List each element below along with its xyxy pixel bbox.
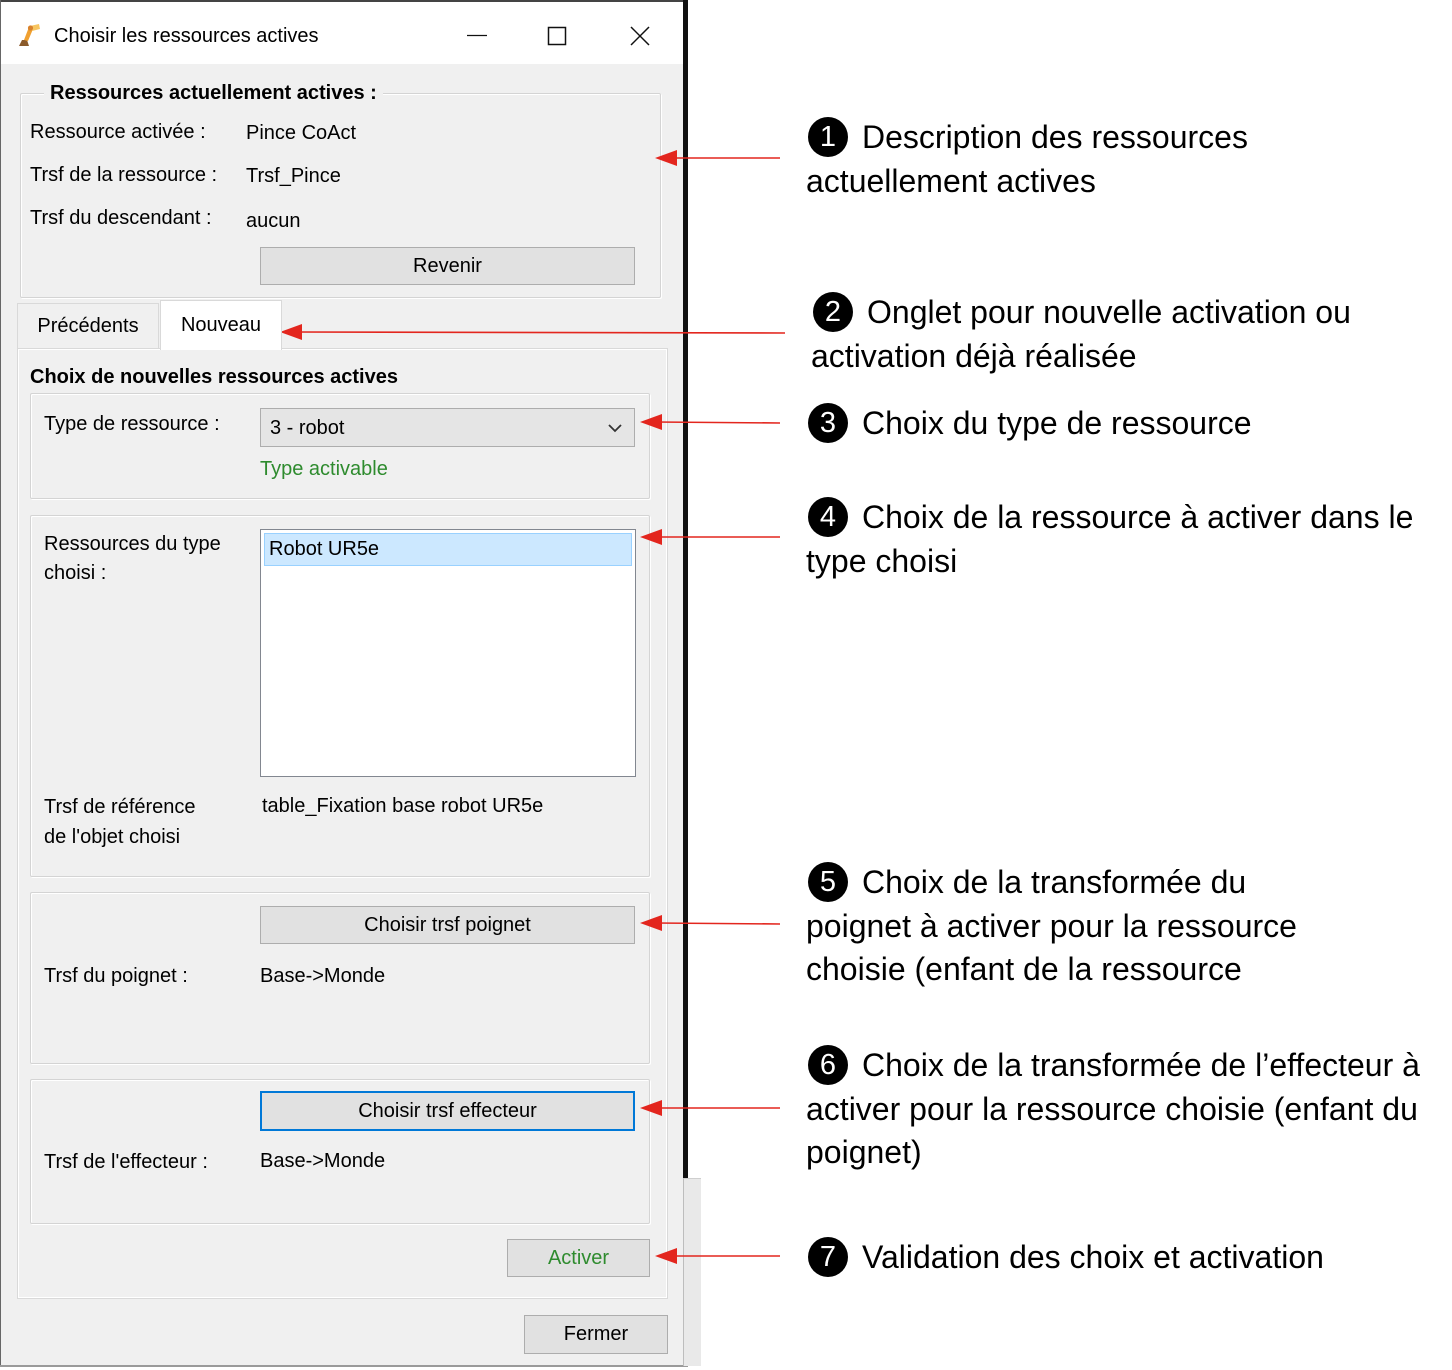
annotation-text: choisie (enfant de la ressource <box>806 951 1242 987</box>
resource-trsf-value: Trsf_Pince <box>246 165 341 187</box>
choose-effector-trsf-button[interactable]: Choisir trsf effecteur <box>260 1091 635 1131</box>
reference-trsf-value: table_Fixation base robot UR5e <box>262 795 544 817</box>
reference-trsf-label-line: de l'objet choisi <box>44 826 181 848</box>
tab-panel-nouveau <box>17 348 668 1299</box>
revenir-button[interactable]: Revenir <box>260 247 635 285</box>
annotation-number-badge: 2 <box>813 292 853 332</box>
type-status-text: Type activable <box>260 458 388 480</box>
resource-trsf-label: Trsf de la ressource : <box>30 164 218 186</box>
annotation-text: type choisi <box>806 543 958 579</box>
app-icon <box>16 21 44 49</box>
wrist-trsf-label: Trsf du poignet : <box>44 965 188 987</box>
annotation-number-badge: 3 <box>808 403 848 443</box>
maximize-icon <box>517 1 597 64</box>
resource-list-label-line: choisi : <box>44 562 107 584</box>
descendant-trsf-label: Trsf du descendant : <box>30 207 212 229</box>
wrist-group <box>30 892 650 1064</box>
annotation-number-badge: 1 <box>808 117 848 157</box>
annotation-6 <box>806 1043 1420 1173</box>
resource-type-select[interactable] <box>260 408 635 447</box>
annotation-3 <box>806 401 1252 445</box>
maximize-button[interactable] <box>517 1 597 64</box>
annotation-1 <box>806 115 1248 203</box>
resource-listbox[interactable] <box>260 529 636 777</box>
annotation-text: Validation des choix et activation <box>862 1239 1324 1275</box>
close-window-button[interactable] <box>600 1 680 64</box>
minimize-icon <box>437 1 517 64</box>
window-border-left <box>0 0 1 1367</box>
resource-list-label <box>44 530 221 588</box>
resource-type-label: Type de ressource : <box>44 413 220 435</box>
chevron-down-icon[interactable] <box>607 422 623 434</box>
tab-nouveau[interactable]: Nouveau <box>160 300 282 350</box>
resource-list-label-line: Ressources du type <box>44 533 221 555</box>
list-item-robot-ur5e[interactable]: Robot UR5e <box>264 533 632 566</box>
current-resources-legend: Ressources actuellement actives : <box>44 80 383 106</box>
window-border-top <box>0 0 688 2</box>
annotation-number-badge: 4 <box>808 497 848 537</box>
annotation-text: actuellement actives <box>806 163 1096 199</box>
annotation-text: Choix de la transformée de l’effecteur à <box>862 1047 1420 1083</box>
annotation-5 <box>806 860 1297 990</box>
current-resources-group <box>20 82 661 298</box>
choose-wrist-trsf-button[interactable]: Choisir trsf poignet <box>260 906 635 944</box>
annotation-text: Description des ressources <box>862 119 1248 155</box>
minimize-button[interactable] <box>437 1 517 64</box>
reference-trsf-label-line: Trsf de référence <box>44 796 196 818</box>
activer-button[interactable]: Activer <box>507 1239 650 1277</box>
dialog-window <box>0 0 683 1367</box>
annotation-number-badge: 5 <box>808 862 848 902</box>
window-border-bottom <box>0 1365 688 1367</box>
annotation-text: activer pour la ressource choisie (enfant du <box>806 1091 1418 1127</box>
annotation-text: Choix de la ressource à activer dans le <box>862 499 1414 535</box>
resource-list-group <box>30 515 650 877</box>
window-title: Choisir les ressources actives <box>54 25 319 47</box>
annotation-text: Choix du type de ressource <box>862 405 1252 441</box>
active-resource-label: Ressource activée : <box>30 121 206 143</box>
fermer-button[interactable]: Fermer <box>524 1315 668 1354</box>
annotation-number-badge: 7 <box>808 1237 848 1277</box>
resource-type-group <box>30 393 650 499</box>
descendant-trsf-value: aucun <box>246 210 301 232</box>
title-bar[interactable] <box>0 0 683 64</box>
annotation-2 <box>811 290 1351 378</box>
annotation-text: Onglet pour nouvelle activation ou <box>867 294 1351 330</box>
window-border-right <box>683 0 688 1178</box>
wrist-trsf-value: Base->Monde <box>260 965 386 987</box>
background-window-fragment <box>683 1178 701 1366</box>
annotation-text: activation déjà réalisée <box>811 338 1137 374</box>
resource-type-selected-value: 3 - robot <box>270 417 345 439</box>
reference-trsf-label <box>44 792 196 852</box>
annotation-text: Choix de la transformée du <box>862 864 1247 900</box>
new-resources-heading: Choix de nouvelles ressources actives <box>30 366 398 388</box>
tab-precedents[interactable]: Précédents <box>17 303 159 349</box>
effector-trsf-value: Base->Monde <box>260 1150 386 1172</box>
annotation-text: poignet à activer pour la ressource <box>806 908 1297 944</box>
annotation-7 <box>806 1235 1324 1279</box>
effector-group <box>30 1079 650 1224</box>
effector-trsf-label: Trsf de l'effecteur : <box>44 1151 208 1173</box>
active-resource-value: Pince CoAct <box>246 122 357 144</box>
close-icon <box>600 1 680 64</box>
annotation-4 <box>806 495 1413 583</box>
annotation-text: poignet) <box>806 1134 922 1170</box>
annotation-number-badge: 6 <box>808 1045 848 1085</box>
